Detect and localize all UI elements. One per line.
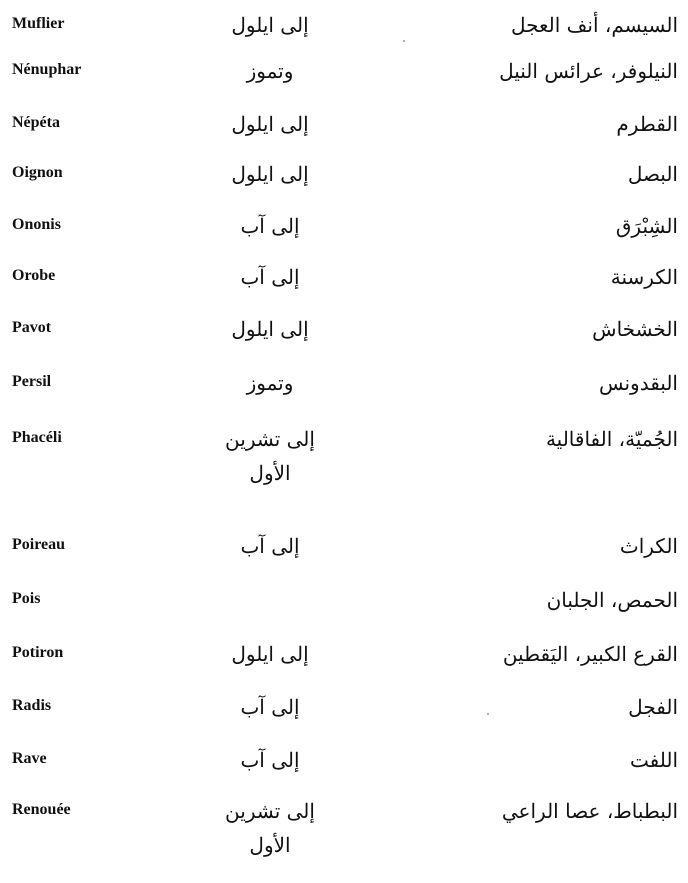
month-term: وتموز [246, 371, 294, 395]
french-term: Renouée [12, 801, 71, 818]
month-term: إلى تشرين [225, 427, 315, 451]
french-term: Potiron [12, 644, 64, 661]
arabic-term: السيسم، أنف العجل [510, 13, 678, 37]
french-term: Pois [12, 590, 41, 607]
french-term: Persil [12, 373, 52, 390]
french-term: Muflier [12, 15, 65, 32]
arabic-term: القرع الكبير، اليَقطين [502, 642, 678, 666]
arabic-term: الخشخاش [592, 317, 678, 341]
entry-row [0, 368, 688, 398]
entry-row [0, 109, 688, 139]
month-term: إلى ايلول [231, 112, 309, 136]
arabic-term: الجُميّة، الفاقالية [545, 427, 678, 451]
french-term: Orobe [12, 267, 56, 284]
arabic-term: الفجل [628, 695, 678, 719]
french-term: Radis [12, 697, 52, 714]
french-term: Pavot [12, 319, 52, 336]
month-term: إلى ايلول [231, 317, 309, 341]
entry-row [0, 10, 688, 40]
entry-row [0, 585, 688, 615]
month-term: إلى ايلول [231, 162, 309, 186]
month-term-continued: الأول [249, 461, 291, 485]
french-term: Oignon [12, 164, 63, 181]
french-term: Ononis [12, 216, 61, 233]
entry-row [0, 745, 688, 775]
entry-row [0, 424, 688, 485]
arabic-term: الكراث [619, 534, 678, 558]
month-term: إلى آب [240, 695, 300, 719]
entry-row [0, 692, 688, 722]
arabic-term: البقدونس [598, 371, 678, 395]
french-term: Phacéli [12, 429, 62, 446]
arabic-term: اللفت [629, 748, 678, 772]
month-term: إلى ايلول [231, 642, 309, 666]
entry-row [0, 56, 688, 86]
arabic-term: النيلوفر، عرائس النيل [499, 59, 678, 83]
scan-speck [487, 713, 489, 715]
entry-row [0, 796, 688, 857]
arabic-term: الشِبْرَق [615, 214, 678, 238]
entry-row [0, 262, 688, 292]
french-term: Poireau [12, 536, 66, 553]
entry-row [0, 314, 688, 344]
month-term-continued: الأول [249, 833, 291, 857]
entry-row [0, 211, 688, 241]
french-term: Nénuphar [12, 61, 82, 78]
month-term: إلى آب [240, 748, 300, 772]
french-term: Rave [12, 750, 47, 767]
arabic-term: الكرسنة [610, 265, 678, 289]
scan-speck [403, 40, 405, 42]
arabic-term: البصل [627, 162, 678, 186]
arabic-term: القطرم [616, 112, 678, 136]
french-term: Népéta [12, 114, 60, 131]
month-term: إلى ايلول [231, 13, 309, 37]
month-term: إلى تشرين [225, 799, 315, 823]
month-term: إلى آب [240, 265, 300, 289]
entry-row [0, 639, 688, 669]
month-term: إلى آب [240, 214, 300, 238]
entry-row [0, 531, 688, 561]
month-term: وتموز [246, 59, 294, 83]
month-term: إلى آب [240, 534, 300, 558]
arabic-term: الحمص، الجلبان [546, 588, 678, 612]
arabic-term: البطباط، عصا الراعي [501, 799, 678, 823]
entry-row [0, 159, 688, 189]
